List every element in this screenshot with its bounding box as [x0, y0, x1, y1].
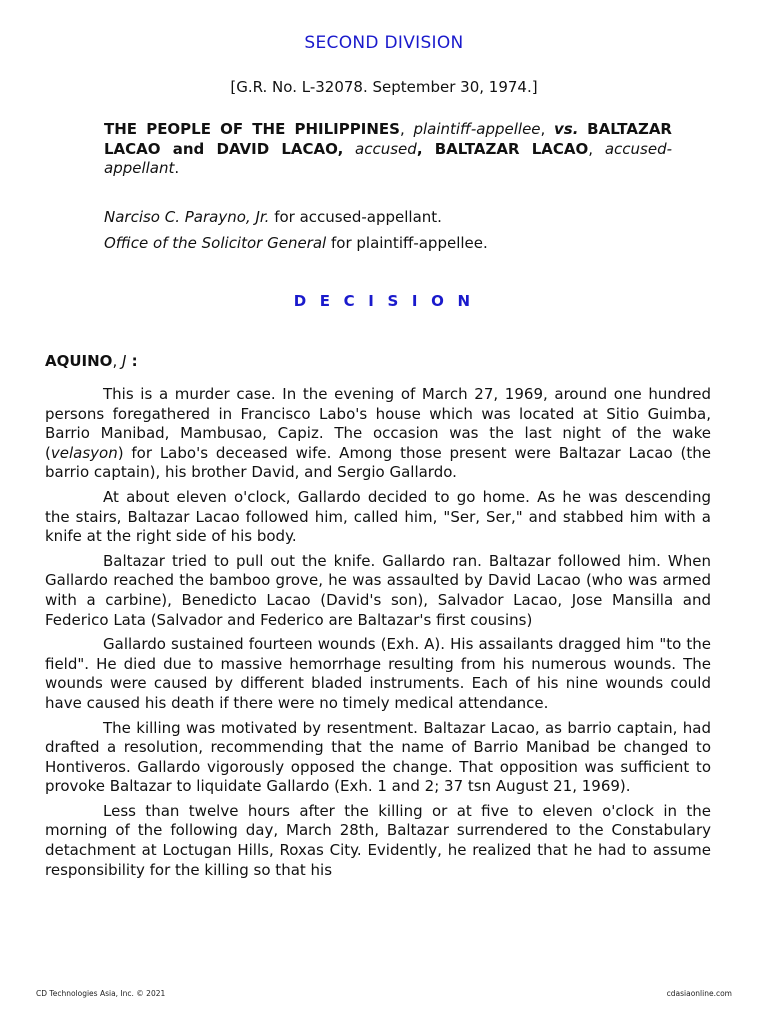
- division-heading: SECOND DIVISION: [304, 33, 464, 53]
- ponente-colon: :: [126, 352, 138, 370]
- paragraph-italic: velasyon: [50, 443, 118, 462]
- ponente-name: AQUINO: [45, 352, 113, 370]
- role-plaintiff: plaintiff-appellee: [413, 120, 541, 138]
- paragraph: Less than twelve hours after the killing or at five to eleven o'clock in the morning of the following day, March 28th, Baltazar surrendered to the Constabulary detachment at Loctugan Hills, Roxas City. Evidently, he realized that he had to assume responsibility for the killing so that his: [45, 801, 711, 879]
- party-plaintiff: THE PEOPLE OF THE PHILIPPINES: [104, 120, 400, 138]
- paragraph-text: ) for Labo's deceased wife. Among those present were Baltazar Lacao (the barrio captain), his brother David, and Sergio Gallardo.: [45, 443, 711, 482]
- counsel-name: Narciso C. Parayno, Jr.: [104, 208, 270, 226]
- decision-heading: D E C I S I O N: [293, 292, 475, 310]
- footer-copyright: CD Technologies Asia, Inc. © 2021: [36, 989, 166, 998]
- paragraph: Baltazar tried to pull out the knife. Gallardo ran. Baltazar followed him. When Gallardo reached the bamboo grove, he was assaulted by David Lacao (who was armed with a carbine), Benedicto Lacao (David's son), Salvador Lacao, Jose Mansilla and Federico Lata (Salvador and Federico are Baltazar's first cousins): [45, 551, 711, 629]
- role-accused: accused: [355, 139, 417, 158]
- caption-separator: ,: [588, 139, 605, 158]
- counsel-role: for plaintiff-appellee.: [326, 234, 488, 252]
- ponente-separator: ,: [112, 352, 122, 370]
- counsel-line-appellant: [104, 207, 442, 227]
- paragraph: [45, 385, 711, 483]
- counsel-line-appellee: [104, 233, 488, 253]
- decision-body: [45, 385, 711, 885]
- paragraph: The killing was motivated by resentment. Baltazar Lacao, as barrio captain, had drafted a resolution, recommending that the name of Barrio Manibad be changed to Hontiveros. Gallardo vigorously opposed the change. That opposition was sufficient to provoke Baltazar to liquidate Gallardo (Exh. 1 and 2; 37 tsn August 21, 1969).: [45, 718, 711, 796]
- caption-end: .: [174, 159, 180, 177]
- case-number: [G.R. No. L-32078. September 30, 1974.]: [230, 78, 538, 96]
- caption-separator: ,: [540, 120, 555, 138]
- party-accused: BALTAZAR LACAO and DAVID LACAO,: [104, 120, 672, 158]
- caption-separator: ,: [399, 120, 414, 138]
- role-appellant: accused-appellant: [104, 139, 672, 177]
- party-appellant: , BALTAZAR LACAO: [416, 139, 589, 158]
- counsel-role: for accused-appellant.: [269, 208, 442, 226]
- case-caption: [104, 120, 672, 179]
- paragraph-text: This is a murder case. In the evening of March 27, 1969, around one hundred persons foregathered in Francisco Labo's house which was located at Sitio Guimba, Barrio Manibad, Mambusao, Capiz. The occasion was the last night of the wake (: [45, 385, 711, 462]
- ponente-title: J: [121, 352, 127, 370]
- counsel-name: Office of the Solicitor General: [104, 234, 327, 252]
- ponente: [45, 352, 138, 370]
- paragraph: At about eleven o'clock, Gallardo decided to go home. As he was descending the stairs, Baltazar Lacao followed him, called him, "Ser, Ser," and stabbed him with a knife at the right side of his body.: [45, 487, 711, 546]
- paragraph: Gallardo sustained fourteen wounds (Exh. A). His assailants dragged him "to the field". He died due to massive hemorrhage resulting from his numerous wounds. The wounds were caused by different bladed instruments. Each of his nine wounds could have caused his death if there were no timely medical attendance.: [45, 635, 711, 712]
- versus-label: vs.: [554, 120, 579, 138]
- footer-website: cdasiaonline.com: [666, 989, 732, 998]
